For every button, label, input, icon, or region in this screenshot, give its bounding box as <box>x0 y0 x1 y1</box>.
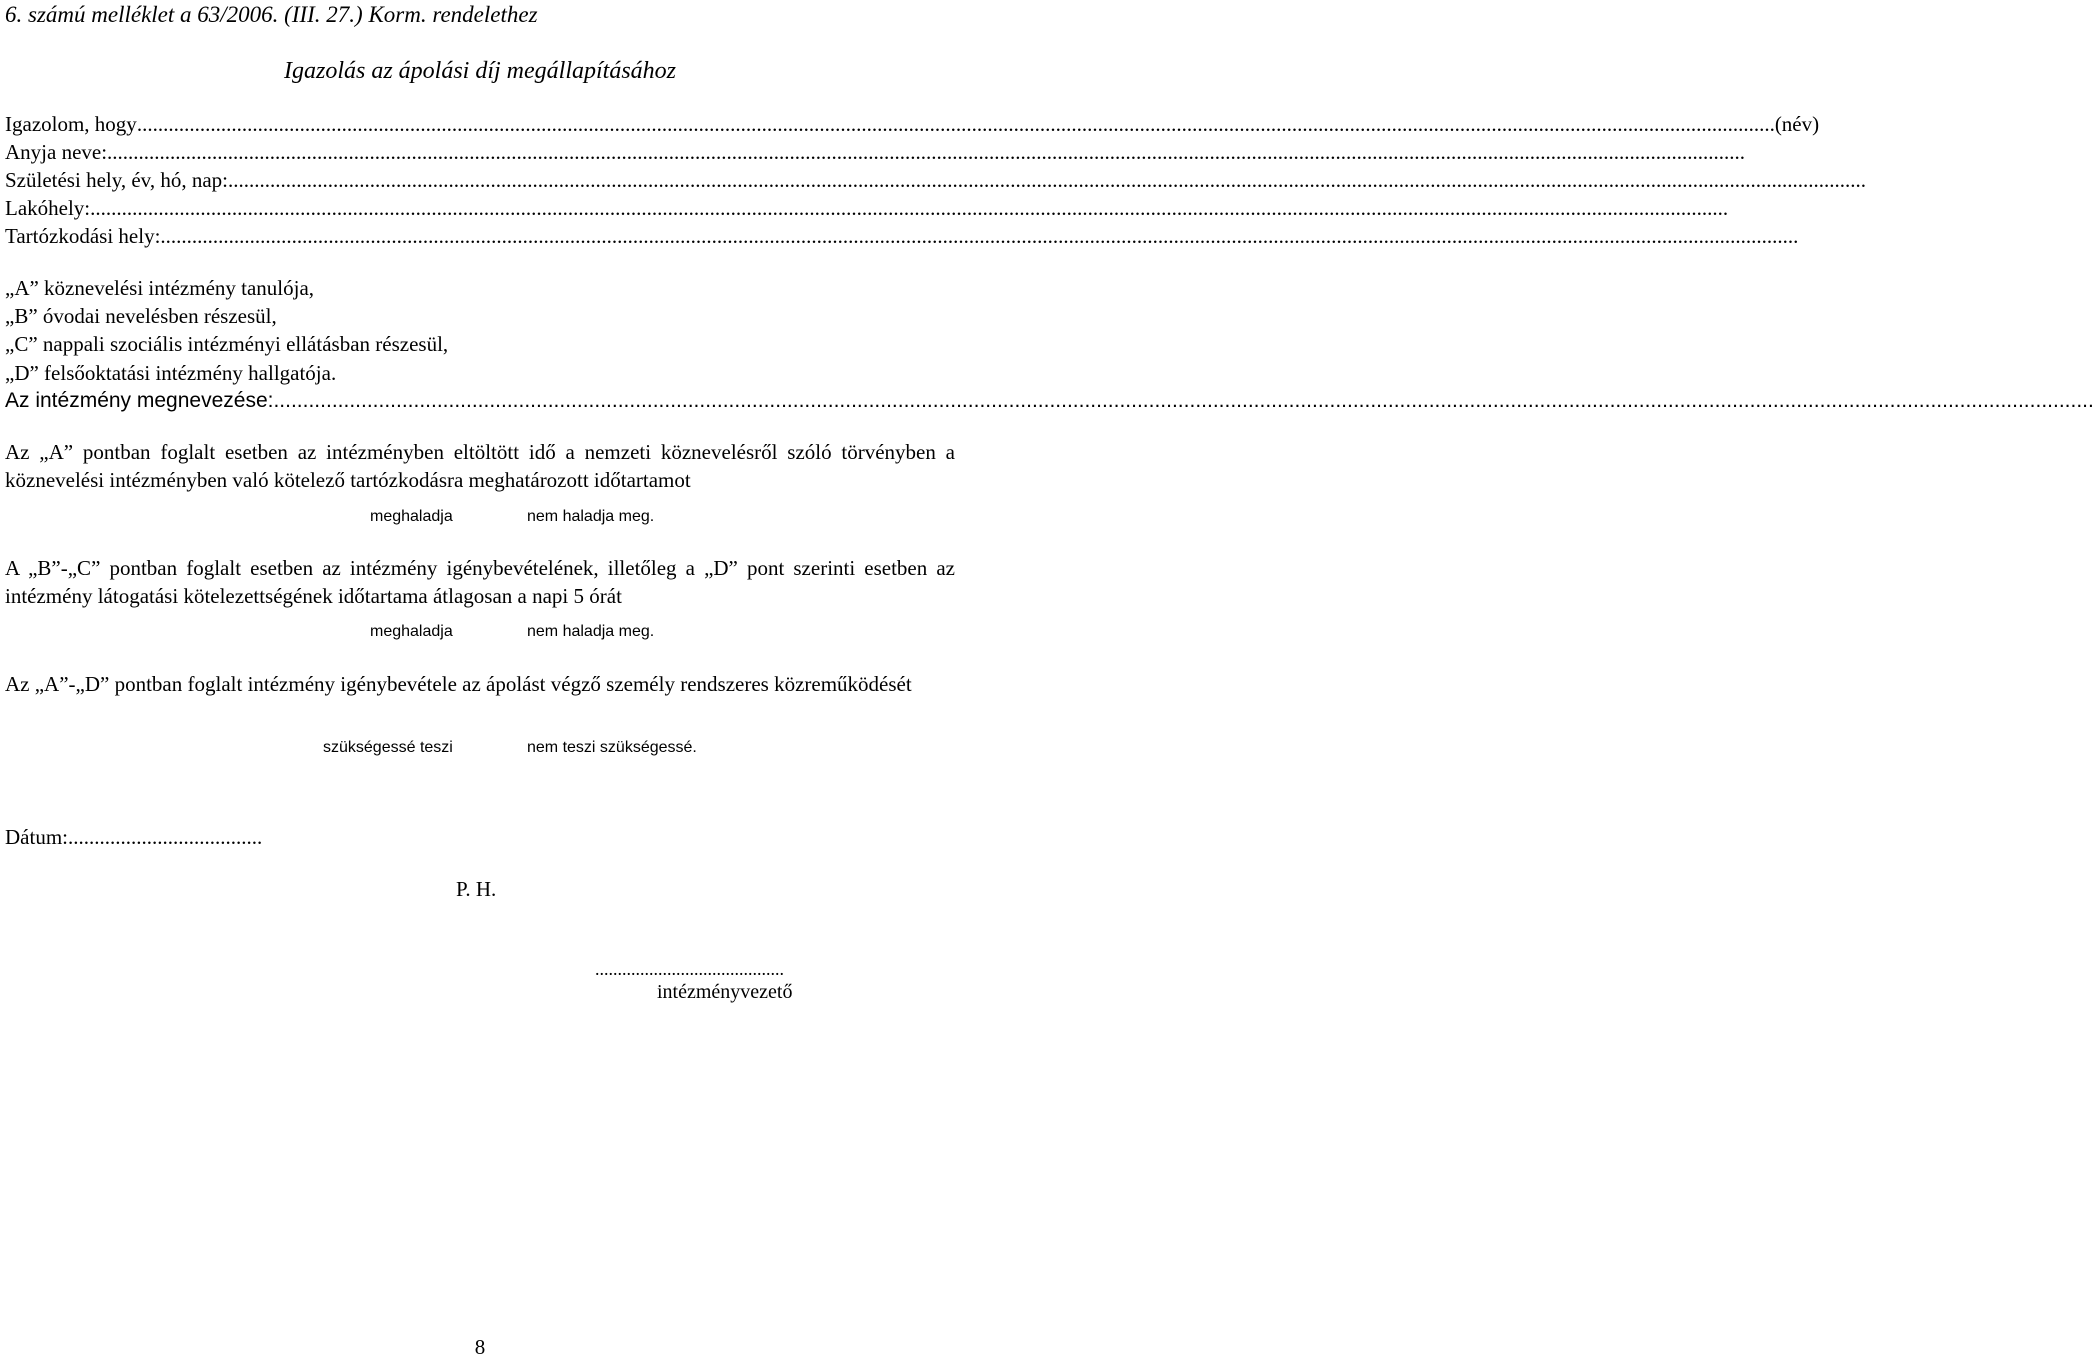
signature-label: intézményvezető <box>657 981 793 1003</box>
field-stay-row <box>5 222 1799 250</box>
field-residence-row <box>5 194 1729 222</box>
page-number: 8 <box>474 1335 486 1359</box>
field-name-suffix: (név) <box>1774 112 1820 136</box>
field-residence-label: Lakóhely: <box>5 196 91 220</box>
field-birth-dots: ........................................................................................................................................................................................................................................................................................................................ <box>227 168 1866 192</box>
choice3-not-required[interactable]: nem teszi szükségessé. <box>527 739 697 756</box>
choice2-not-exceeds[interactable]: nem haladja meg. <box>527 623 655 640</box>
option-d: „D” felsőoktatási intézmény hallgatója. <box>5 361 337 385</box>
field-birth-label: Születési hely, év, hó, nap: <box>5 168 228 192</box>
paragraph-a: Az „A” pontban foglalt esetben az intézményben eltöltött idő a nemzeti köznevelésről szóló törvényben a köznevelési intézményben való kötelező tartózkodásra meghatározott időtartamot <box>5 440 955 492</box>
choice3-required[interactable]: szükségessé teszi <box>323 739 453 756</box>
paragraph-ad: Az „A”-„D” pontban foglalt intézmény igénybevétele az ápolást végző személy rendszeres közreműködését <box>5 672 912 696</box>
option-c: „C” nappali szociális intézményi ellátásban részesül, <box>5 332 449 356</box>
institution-name-dots: ........................................................................................................................................................................................................................................................................................................................ <box>273 389 2094 412</box>
field-name-label: Igazolom, hogy <box>5 112 137 136</box>
field-stay-dots: ........................................................................................................................................................................................................................................................................................................................ <box>160 224 1799 248</box>
institution-name-label: Az intézmény megnevezése: <box>5 389 274 412</box>
field-name-dots: ........................................................................................................................................................................................................................................................................................................................ <box>136 112 1775 136</box>
paragraph-bc: A „B”-„C” pontban foglalt esetben az intézmény igénybevételének, illetőleg a „D” pont szerinti esetben az intézmény látogatási kötelezettségének időtartama átlagosan a napi 5 órát <box>5 556 955 608</box>
field-mother-label: Anyja neve: <box>5 140 108 164</box>
field-stay-label: Tartózkodási hely: <box>5 224 161 248</box>
date-field: Dátum:..................................... <box>5 825 263 849</box>
field-name-row <box>5 110 1820 138</box>
field-mother-row <box>5 138 1746 166</box>
field-birth-row <box>5 166 1866 194</box>
option-a: „A” köznevelési intézmény tanulója, <box>5 276 315 300</box>
institution-name-row <box>5 387 2094 415</box>
stamp-place: P. H. <box>456 877 497 901</box>
choice2-exceeds[interactable]: meghaladja <box>370 623 453 640</box>
annex-header: 6. számú melléklet a 63/2006. (III. 27.) Korm. rendelethez <box>5 2 538 27</box>
signature-line: .......................................... <box>595 959 784 979</box>
choice1-exceeds[interactable]: meghaladja <box>370 508 453 525</box>
choice1-not-exceeds[interactable]: nem haladja meg. <box>527 508 655 525</box>
field-mother-dots: ........................................................................................................................................................................................................................................................................................................................ <box>107 140 1746 164</box>
field-residence-dots: ........................................................................................................................................................................................................................................................................................................................ <box>90 196 1729 220</box>
page-title: Igazolás az ápolási díj megállapításához <box>283 58 677 84</box>
option-b: „B” óvodai nevelésben részesül, <box>5 304 277 328</box>
